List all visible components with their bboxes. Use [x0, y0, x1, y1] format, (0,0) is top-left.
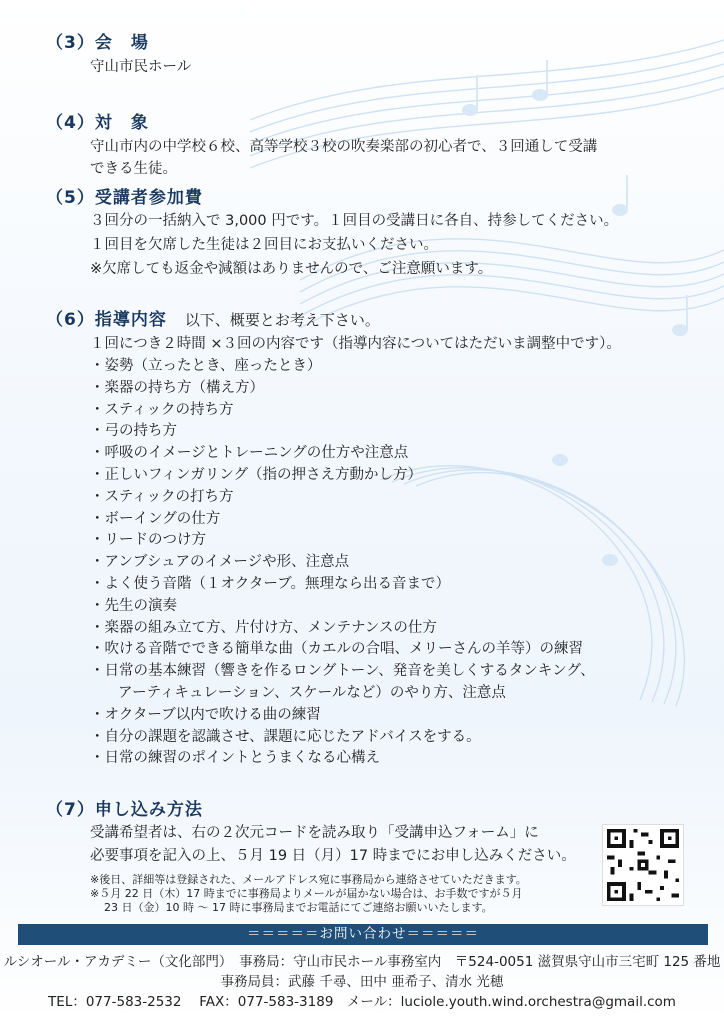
list-item: ・スティックの打ち方 [90, 488, 234, 505]
section-4-title: （4）対 象 [46, 113, 149, 133]
section-6-note: 以下、概要とお考え下さい。 [184, 311, 380, 329]
list-item: ・姿勢（立ったとき、座ったとき） [90, 358, 322, 374]
fee-line-1: ３回分の一括納入で 3,000 円です。１回目の受講日に各自、持参してください。 [90, 213, 619, 229]
apply-line-1: 受講希望者は、右の２次元コードを読み取り「受講申込フォーム」に [90, 825, 539, 841]
list-item: ・呼吸のイメージとトレーニングの仕方や注意点 [90, 445, 409, 462]
list-item: ・スティックの持ち方 [90, 401, 234, 418]
apply-note-3: 23 日（金）10 時 ～ 17 時に事務局までお電話にてご連絡お願いいたします。 [104, 901, 493, 914]
list-item: ・楽器の組み立て方、片付け方、メンテナンスの仕方 [90, 619, 437, 636]
qr-code-icon[interactable] [603, 825, 683, 905]
section-5-body [90, 209, 618, 281]
section-6-intro [90, 333, 621, 355]
apply-line-2: 必要事項を記入の上、５月 19 日（月）17 時までにお申し込みください。 [90, 848, 576, 864]
content-intro: １回につき２時間 ×３回の内容です（指導内容についてはただいま調整中です）。 [90, 336, 621, 352]
list-item: ・日常の練習のポイントとうまくなる心構え [90, 750, 380, 767]
contact-bar: ＝＝＝＝＝お問い合わせ＝＝＝＝＝ [18, 924, 708, 945]
section-6-heading [46, 305, 380, 330]
section-7-body [90, 822, 576, 868]
content-list [90, 356, 595, 770]
list-item: ・弓の持ち方 [90, 423, 177, 440]
apply-note-1: ※後日、詳細等は登録された、メールアドレス宛に事務局から連絡させていただきます。 [90, 873, 527, 886]
target-line-2: できる生徒。 [90, 161, 177, 177]
contact-office: ルシオール・アカデミー（文化部門） 事務局：守山市民ホール事務室内 〒524-0051 滋賀県守山市三宅町 125 番地 [3, 954, 721, 970]
list-item: ・日常の基本練習（響きを作るロングトーン、発音を美しくするタンキング、 [90, 663, 595, 680]
list-item: ・正しいフィンガリング（指の押さえ方動かし方） [90, 466, 423, 483]
list-item: ・アンブシュアのイメージや形、注意点 [90, 554, 350, 571]
section-7-heading [46, 795, 203, 820]
fee-line-2: １回目を欠席した生徒は２回目にお支払いください。 [90, 237, 438, 253]
contact-phone-email: TEL：077-583-2532 FAX：077-583-3189 メール：luciole.youth.wind.orchestra@gmail.com [48, 994, 676, 1010]
section-4-body [90, 136, 597, 180]
contact-staff: 事務局員：武藤 千尋、田中 亜希子、清水 光穂 [220, 974, 504, 990]
fee-line-3: ※欠席しても返金や減額はありませんので、ご注意願います。 [90, 261, 493, 277]
list-item: ・自分の課題を認識させ、課題に応じたアドバイスをする。 [90, 728, 481, 745]
list-item: ・楽器の持ち方（構え方） [90, 379, 264, 396]
list-item: ・よく使う音階（１オクターブ。無理なら出る音まで） [90, 575, 451, 592]
section-5-title: （5）受講者参加費 [46, 188, 203, 208]
apply-note-2: ※５月 22 日（木）17 時までに事務局よりメールが届かない場合は、お手数ですが５月 [90, 887, 523, 900]
section-3-body [90, 56, 191, 78]
section-7-title: （7）申し込み方法 [46, 800, 203, 820]
list-item: ・オクターブ以内で吹ける曲の練習 [90, 706, 321, 723]
venue-text: 守山市民ホール [90, 59, 192, 75]
target-line-1: 守山市内の中学校６校、高等学校３校の吹奏楽部の初心者で、３回通して受講 [90, 139, 598, 155]
list-item: ・先生の演奏 [90, 597, 177, 614]
list-item: ・リードのつけ方 [90, 532, 206, 549]
list-item: ・吹ける音階でできる簡単な曲（カエルの合唱、メリーさんの羊等）の練習 [90, 641, 583, 658]
section-3-heading [46, 28, 149, 53]
section-4-heading [46, 108, 149, 133]
section-5-heading [46, 183, 203, 208]
section-6-title: （6）指導内容 [46, 310, 167, 330]
section-3-title: （3）会 場 [46, 33, 149, 53]
apply-notes [90, 873, 527, 915]
list-item-continuation: アーティキュレーション、スケールなど）のやり方、注意点 [118, 684, 506, 701]
list-item: ・ボーイングの仕方 [90, 510, 221, 527]
